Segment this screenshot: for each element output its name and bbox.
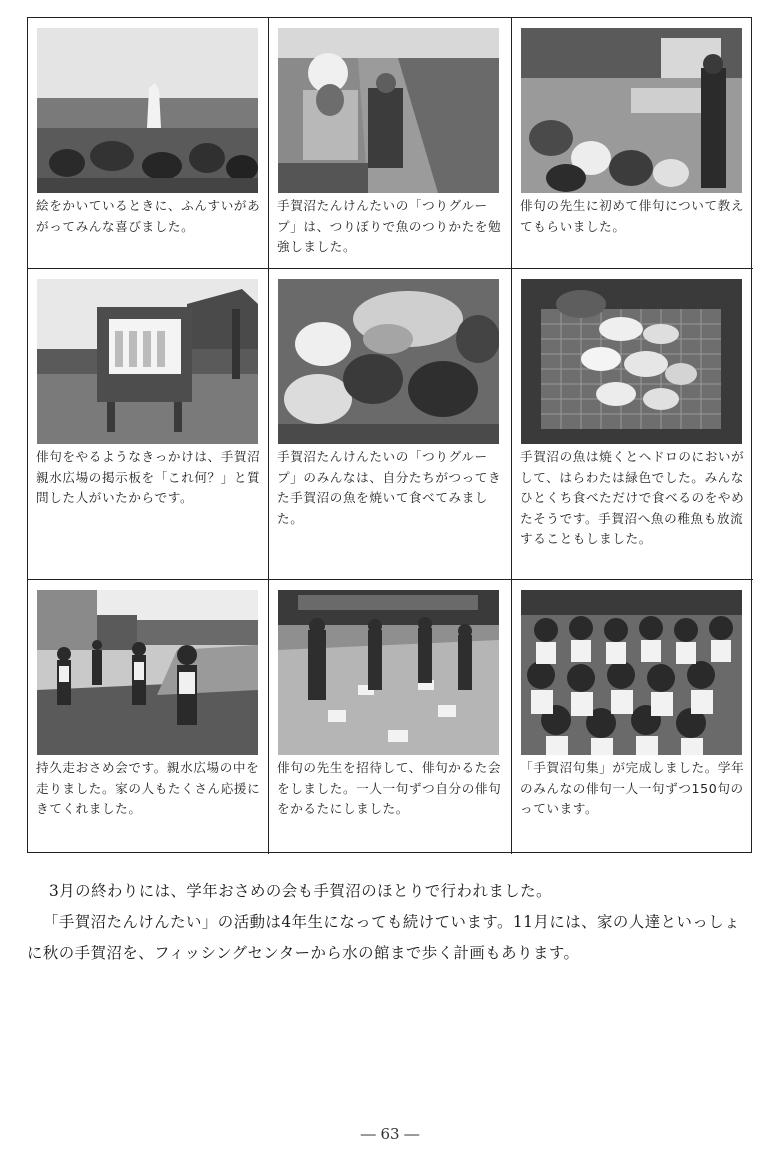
closing-paragraph-2: 「手賀沼たんけんたい」の活動は4年生になっても続けています。11月には、家の人達といっしょに秋の手賀沼を、フィッシングセンターから水の館まで歩く計画もあります。	[27, 913, 741, 962]
closing-paragraph-1: 3月の終わりには、学年おさめの会も手賀沼のほとりで行われました。	[49, 882, 552, 900]
caption-8: 俳句の先生を招待して、俳句かるた会をしました。一人一句ずつ自分の俳句をかるたにしました。	[277, 760, 502, 816]
photo-fountain-pond-drawing	[37, 28, 258, 193]
photo-fishing-pier	[278, 28, 499, 193]
grid-cell-3	[512, 18, 753, 269]
caption-1: 絵をかいているときに、ふんすいがあがってみんな喜びました。	[36, 198, 261, 234]
photo-karuta-gym	[278, 590, 499, 755]
caption-2: 手賀沼たんけんたいの「つりグループ」は、つりぼりで魚のつりかたを勉強しました。	[277, 198, 502, 254]
grid-cell-7	[28, 580, 269, 854]
caption-6: 手賀沼の魚は焼くとヘドロのにおいがして、はらわたは緑色でした。みんなひとくち食べただけで食べるのをやめたそうです。手賀沼へ魚の稚魚も放流することもしました。	[520, 449, 745, 546]
photo-class-with-haiku-cards	[521, 590, 742, 755]
grid-cell-5	[269, 269, 512, 580]
grid-cell-9	[512, 580, 753, 854]
caption-7: 持久走おさめ会です。親水広場の中を走りました。家の人もたくさん応援にきてくれました。	[36, 760, 261, 816]
photo-cooking-fish-group	[278, 279, 499, 444]
grid-cell-6	[512, 269, 753, 580]
photo-grilled-fish	[521, 279, 742, 444]
photo-haiku-classroom	[521, 28, 742, 193]
caption-4: 俳句をやるようなきっかけは、手賀沼親水広場の掲示板を「これ何？」と質問した人がいたからです。	[36, 449, 261, 505]
photo-notice-board	[37, 279, 258, 444]
page-number: ― 63 ―	[360, 1125, 420, 1143]
grid-cell-1	[28, 18, 269, 269]
photo-running-race	[37, 590, 258, 755]
caption-3: 俳句の先生に初めて俳句について教えてもらいました。	[520, 198, 745, 234]
grid-cell-4	[28, 269, 269, 580]
caption-9: 「手賀沼句集」が完成しました。学年のみんなの俳句一人一句ずつ150句のっています。	[520, 760, 745, 816]
grid-cell-2	[269, 18, 512, 269]
photo-caption-grid	[27, 17, 752, 853]
caption-5: 手賀沼たんけんたいの「つりグループ」のみんなは、自分たちがつってきた手賀沼の魚を焼いて食べてみました。	[277, 449, 502, 526]
grid-cell-8	[269, 580, 512, 854]
